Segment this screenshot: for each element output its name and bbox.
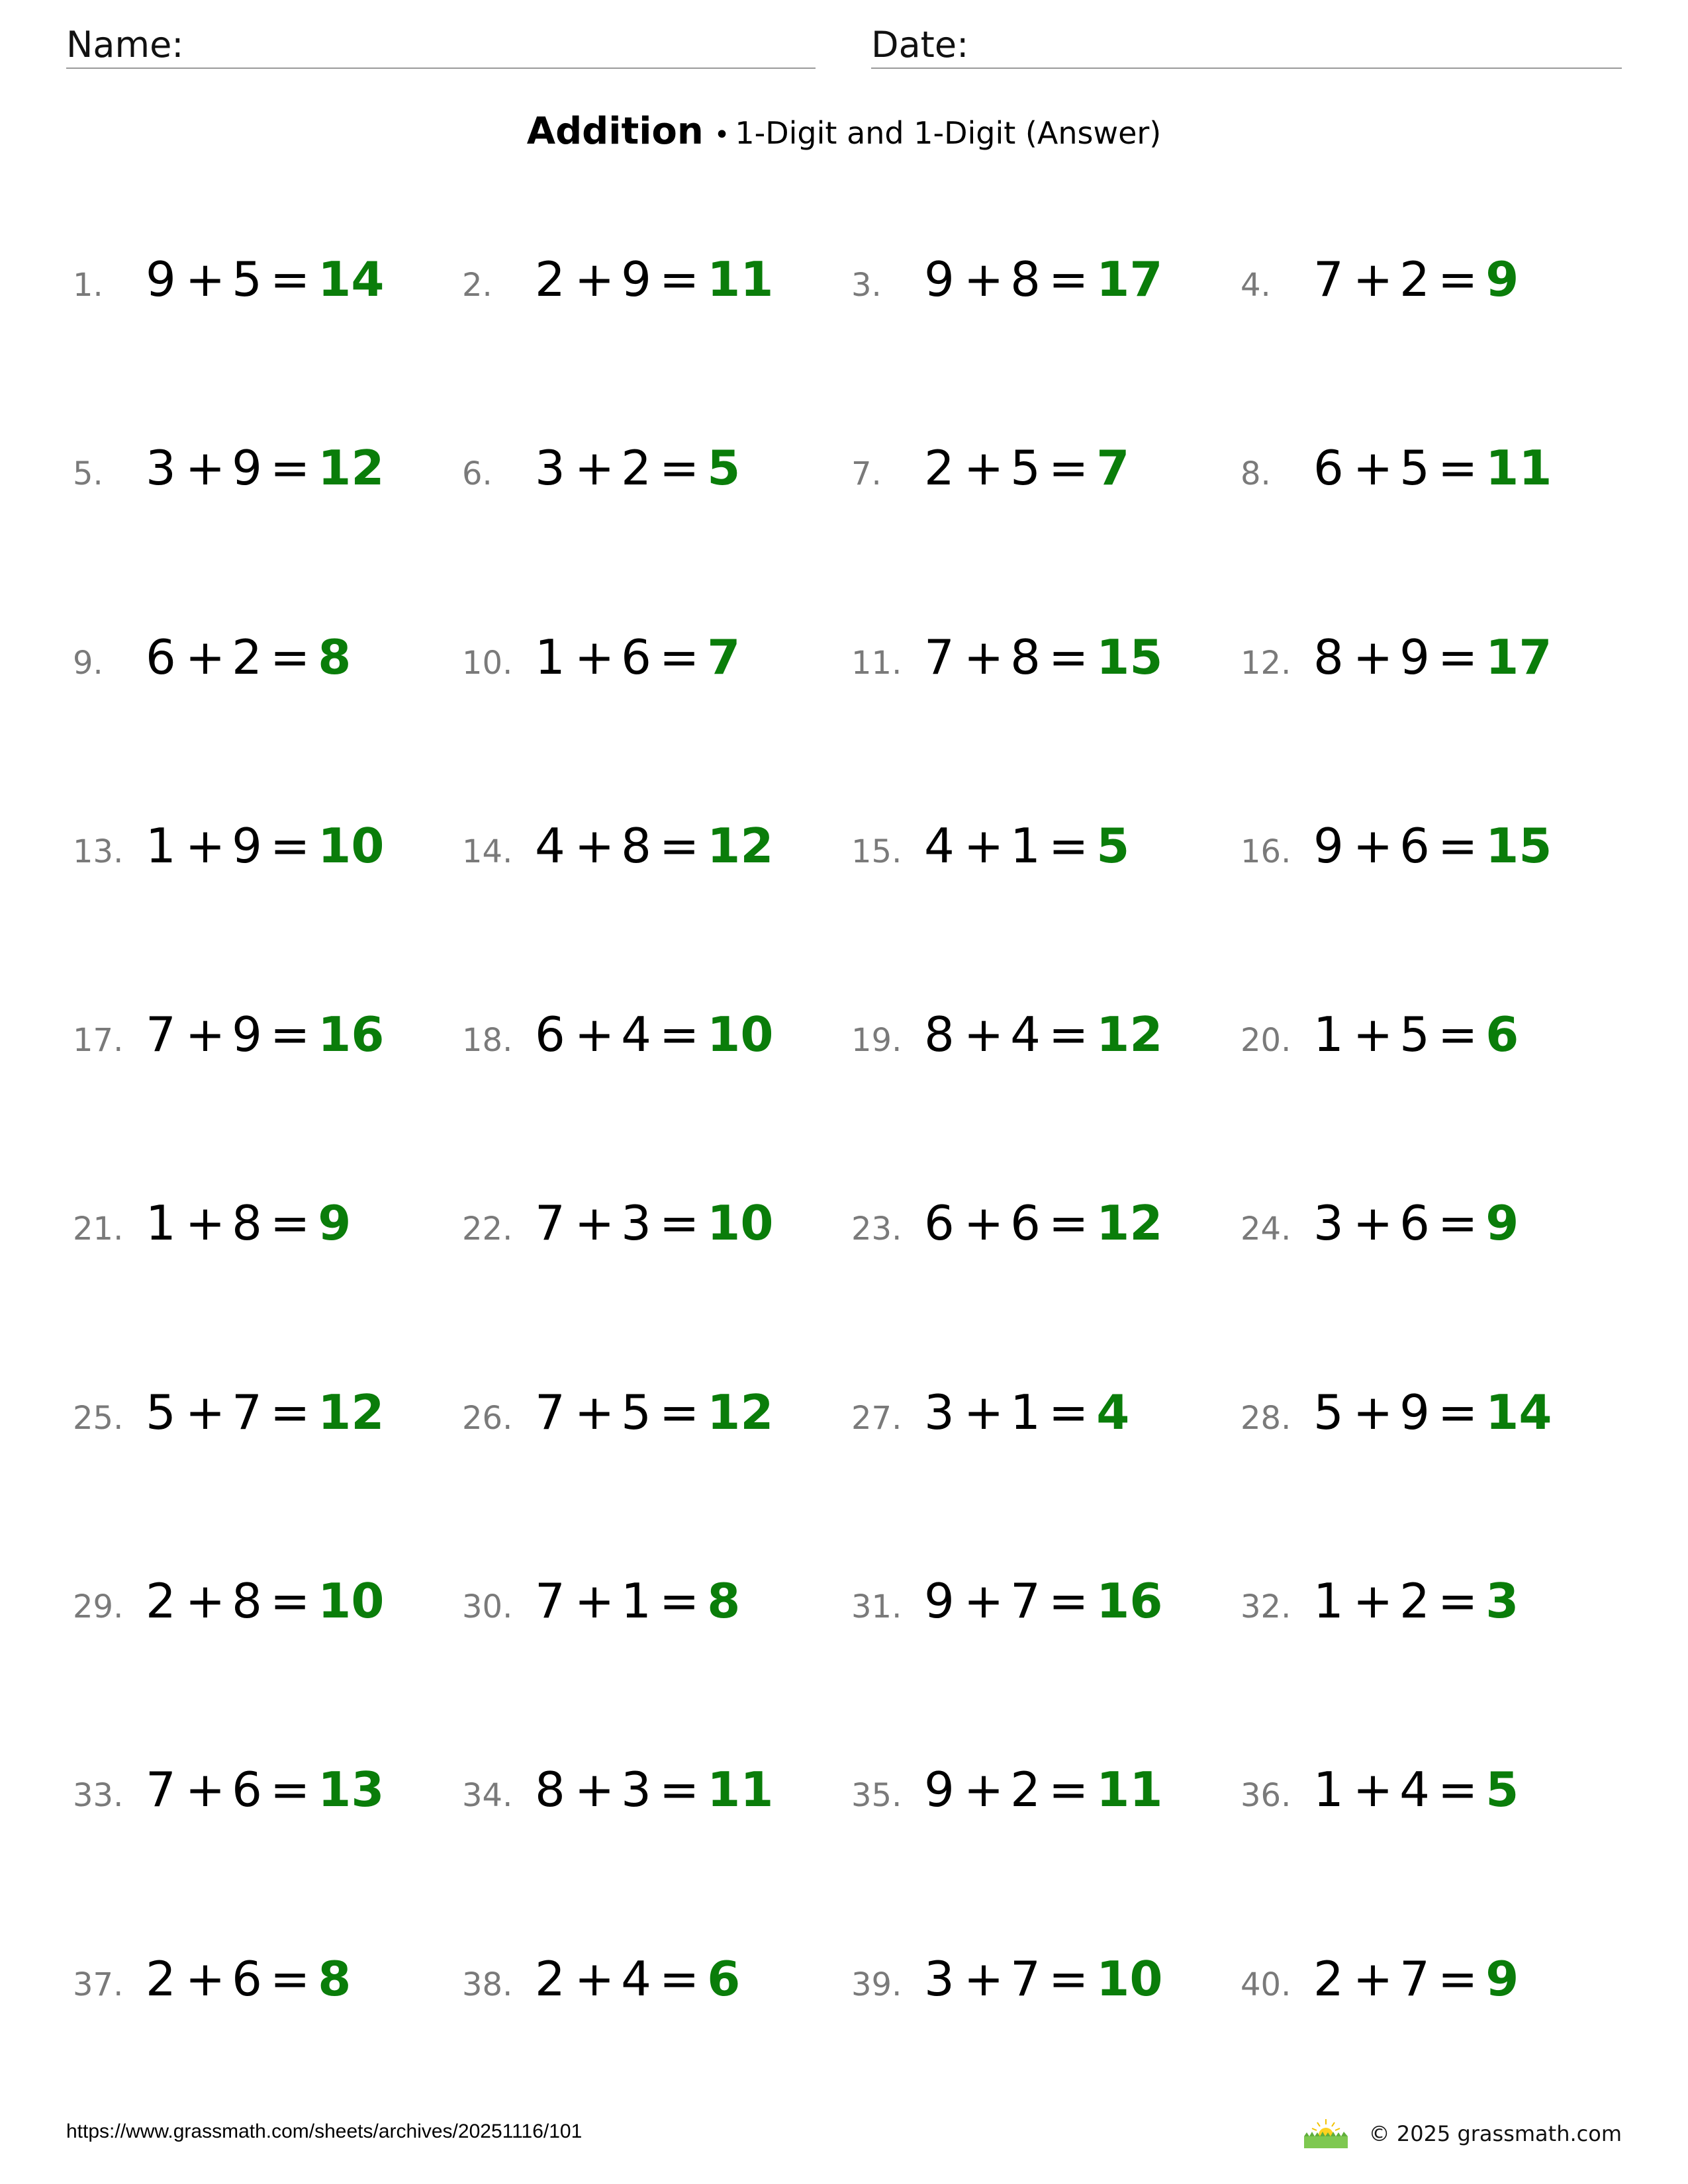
answer: 9 [1485,251,1519,307]
answer: 12 [1096,1007,1163,1063]
addend-a: 9 [924,251,955,307]
equals-sign: = [1048,1195,1089,1251]
addend-b: 7 [232,1384,262,1440]
plus-sign: + [574,1007,615,1063]
addend-a: 8 [924,1007,955,1063]
answer: 8 [707,1573,741,1629]
equals-sign: = [269,1007,310,1063]
addend-b: 9 [1399,1384,1430,1440]
addend-a: 3 [924,1950,955,2007]
equals-sign: = [1437,629,1478,685]
problem-number: 24. [1241,1210,1291,1248]
footer-copyright: © 2025 grassmath.com [1368,2121,1622,2146]
answer: 10 [707,1195,774,1251]
addend-b: 4 [621,1007,651,1063]
plus-sign: + [574,251,615,307]
problem-number: 33. [73,1777,124,1815]
answer: 11 [707,251,774,307]
addend-a: 3 [1313,1195,1344,1251]
problem-number: 30. [462,1588,513,1626]
plus-sign: + [1352,817,1393,874]
addend-b: 2 [1010,1762,1041,1818]
addend-a: 4 [924,817,955,874]
plus-sign: + [1352,440,1393,496]
answer: 5 [1485,1762,1519,1818]
plus-sign: + [1352,1007,1393,1063]
plus-sign: + [574,1384,615,1440]
problem-item [1241,1573,1630,1659]
addend-a: 9 [924,1573,955,1629]
answer: 7 [707,629,741,685]
problem-number: 6. [462,455,492,493]
answer: 16 [1096,1573,1163,1629]
addend-b: 7 [1010,1950,1041,2007]
problem-item [851,1951,1241,2037]
addend-b: 6 [232,1762,262,1818]
answer: 10 [318,1573,385,1629]
answer: 7 [1096,440,1130,496]
problem-item [462,440,851,526]
addend-b: 2 [621,440,651,496]
problem-item [1241,818,1630,904]
addend-b: 9 [1399,629,1430,685]
answer: 10 [318,817,385,874]
plus-sign: + [963,1762,1004,1818]
equals-sign: = [1437,440,1478,496]
grass-sun-logo-icon [1303,2118,1349,2150]
addend-a: 7 [146,1762,176,1818]
plus-sign: + [1352,1950,1393,2007]
problem-item [73,1007,462,1093]
plus-sign: + [963,1384,1004,1440]
equals-sign: = [1437,251,1478,307]
addend-b: 8 [232,1195,262,1251]
answer: 15 [1485,817,1552,874]
plus-sign: + [1352,251,1393,307]
addend-b: 9 [232,440,262,496]
answer: 15 [1096,629,1163,685]
problem-item [1241,1007,1630,1093]
addend-a: 2 [924,440,955,496]
plus-sign: + [185,1195,226,1251]
addend-a: 2 [146,1573,176,1629]
addend-b: 6 [1010,1195,1041,1251]
equals-sign: = [269,629,310,685]
problem-number: 8. [1241,455,1271,493]
problem-item [851,1385,1241,1471]
addend-b: 8 [232,1573,262,1629]
name-label: Name: [66,24,184,66]
problem-number: 18. [462,1022,513,1060]
problem-item [73,818,462,904]
problem-number: 17. [73,1022,124,1060]
problem-item [1241,1951,1630,2037]
problem-number: 25. [73,1399,124,1437]
plus-sign: + [1352,629,1393,685]
plus-sign: + [1352,1384,1393,1440]
problem-item [73,1195,462,1281]
answer: 12 [707,1384,774,1440]
problem-item [73,629,462,715]
plus-sign: + [963,1195,1004,1251]
equals-sign: = [269,1762,310,1818]
answer: 9 [1485,1950,1519,2007]
equals-sign: = [1048,1762,1089,1818]
answer: 17 [1096,251,1163,307]
problem-number: 4. [1241,267,1271,304]
name-field[interactable] [66,24,816,69]
problem-number: 22. [462,1210,513,1248]
equals-sign: = [1437,1573,1478,1629]
equals-sign: = [1048,1384,1089,1440]
problem-item [851,818,1241,904]
plus-sign: + [963,629,1004,685]
problem-item [1241,1385,1630,1471]
problem-number: 5. [73,455,103,493]
addend-b: 7 [1010,1573,1041,1629]
problem-number: 3. [851,267,882,304]
answer: 5 [707,440,741,496]
addend-b: 9 [621,251,651,307]
addend-b: 5 [1399,440,1430,496]
equals-sign: = [269,251,310,307]
problem-item [1241,1762,1630,1848]
answer: 9 [1485,1195,1519,1251]
addend-a: 7 [146,1007,176,1063]
problem-item [851,1573,1241,1659]
equals-sign: = [1437,1195,1478,1251]
plus-sign: + [574,1762,615,1818]
problem-item [73,1951,462,2037]
date-field[interactable] [871,24,1622,69]
answer: 6 [707,1950,741,2007]
addend-a: 2 [1313,1950,1344,2007]
equals-sign: = [269,1950,310,2007]
addend-b: 3 [621,1195,651,1251]
answer: 12 [707,817,774,874]
addend-a: 3 [146,440,176,496]
problem-item [73,251,462,338]
addend-b: 7 [1399,1950,1430,2007]
answer: 9 [318,1195,352,1251]
answer: 8 [318,629,352,685]
date-label: Date: [871,24,969,66]
problem-number: 28. [1241,1399,1291,1437]
addend-b: 4 [621,1950,651,2007]
plus-sign: + [185,629,226,685]
problem-item [462,251,851,338]
addend-b: 4 [1010,1007,1041,1063]
equals-sign: = [1437,1007,1478,1063]
problem-item [851,1762,1241,1848]
answer: 17 [1485,629,1552,685]
equals-sign: = [659,629,700,685]
problem-number: 19. [851,1022,902,1060]
plus-sign: + [963,817,1004,874]
equals-sign: = [1048,1573,1089,1629]
addend-b: 5 [1399,1007,1430,1063]
problem-number: 21. [73,1210,124,1248]
equals-sign: = [659,1195,700,1251]
plus-sign: + [185,251,226,307]
problem-grid [73,251,1635,2140]
equals-sign: = [269,817,310,874]
problem-number: 40. [1241,1966,1291,2003]
addend-a: 7 [1313,251,1344,307]
addend-b: 4 [1399,1762,1430,1818]
equals-sign: = [269,1573,310,1629]
equals-sign: = [659,440,700,496]
problem-item [1241,251,1630,338]
problem-number: 37. [73,1966,124,2003]
equals-sign: = [1437,1762,1478,1818]
equals-sign: = [269,1195,310,1251]
problem-number: 31. [851,1588,902,1626]
addend-b: 1 [1010,1384,1041,1440]
addend-a: 1 [146,1195,176,1251]
addend-b: 5 [1010,440,1041,496]
addend-b: 2 [1399,1573,1430,1629]
problem-item [73,1762,462,1848]
answer: 13 [318,1762,385,1818]
addend-a: 6 [535,1007,565,1063]
equals-sign: = [1048,1950,1089,2007]
problem-number: 20. [1241,1022,1291,1060]
equals-sign: = [1048,629,1089,685]
addend-b: 9 [232,817,262,874]
addend-a: 8 [535,1762,565,1818]
addend-b: 8 [621,817,651,874]
plus-sign: + [185,817,226,874]
problem-item [462,629,851,715]
answer: 12 [318,440,385,496]
problem-item [462,1195,851,1281]
addend-a: 4 [535,817,565,874]
title-main: Addition [526,110,704,153]
equals-sign: = [659,1007,700,1063]
equals-sign: = [1048,440,1089,496]
problem-number: 10. [462,644,513,682]
plus-sign: + [185,1762,226,1818]
addend-a: 7 [535,1384,565,1440]
addend-b: 1 [1010,817,1041,874]
plus-sign: + [574,440,615,496]
problem-item [1241,1195,1630,1281]
plus-sign: + [185,1007,226,1063]
answer: 10 [1096,1950,1163,2007]
answer: 11 [1485,440,1552,496]
plus-sign: + [574,1950,615,2007]
problem-number: 12. [1241,644,1291,682]
addend-b: 2 [1399,251,1430,307]
addend-a: 9 [1313,817,1344,874]
problem-number: 11. [851,644,902,682]
addend-a: 3 [535,440,565,496]
problem-item [462,1385,851,1471]
equals-sign: = [659,251,700,307]
problem-number: 35. [851,1777,902,1815]
equals-sign: = [1437,1950,1478,2007]
addend-a: 1 [1313,1762,1344,1818]
answer: 12 [1096,1195,1163,1251]
plus-sign: + [963,1950,1004,2007]
addend-a: 8 [1313,629,1344,685]
answer: 4 [1096,1384,1130,1440]
answer: 10 [707,1007,774,1063]
problem-item [73,440,462,526]
problem-item [462,818,851,904]
title-separator: • [714,120,730,150]
worksheet-title [0,109,1688,163]
problem-number: 26. [462,1399,513,1437]
equals-sign: = [659,1762,700,1818]
plus-sign: + [963,251,1004,307]
problem-item [851,629,1241,715]
problem-item [462,1007,851,1093]
plus-sign: + [185,1384,226,1440]
addend-a: 9 [146,251,176,307]
problem-number: 34. [462,1777,513,1815]
addend-a: 3 [924,1384,955,1440]
plus-sign: + [574,629,615,685]
equals-sign: = [659,817,700,874]
plus-sign: + [963,1007,1004,1063]
problem-item [851,1195,1241,1281]
plus-sign: + [185,1573,226,1629]
addend-a: 5 [1313,1384,1344,1440]
problem-number: 16. [1241,833,1291,870]
problem-number: 23. [851,1210,902,1248]
footer-copyright-block [1303,2118,1622,2150]
problem-item [462,1573,851,1659]
problem-number: 2. [462,267,492,304]
addend-b: 2 [232,629,262,685]
answer: 8 [318,1950,352,2007]
answer: 14 [1485,1384,1552,1440]
addend-a: 6 [146,629,176,685]
addend-a: 1 [146,817,176,874]
plus-sign: + [1352,1762,1393,1818]
answer: 14 [318,251,385,307]
addend-b: 6 [1399,817,1430,874]
addend-a: 7 [535,1195,565,1251]
plus-sign: + [1352,1195,1393,1251]
addend-b: 9 [232,1007,262,1063]
problem-number: 32. [1241,1588,1291,1626]
problem-item [851,251,1241,338]
addend-a: 6 [1313,440,1344,496]
addend-a: 7 [924,629,955,685]
problem-item [851,1007,1241,1093]
addend-a: 9 [924,1762,955,1818]
problem-item [462,1762,851,1848]
footer-url[interactable]: https://www.grassmath.com/sheets/archives/20251116/101 [66,2120,583,2142]
problem-item [851,440,1241,526]
equals-sign: = [269,1384,310,1440]
addend-a: 1 [1313,1573,1344,1629]
answer: 3 [1485,1573,1519,1629]
equals-sign: = [659,1573,700,1629]
problem-number: 38. [462,1966,513,2003]
problem-number: 39. [851,1966,902,2003]
problem-number: 27. [851,1399,902,1437]
problem-number: 15. [851,833,902,870]
equals-sign: = [1437,817,1478,874]
addend-a: 7 [535,1573,565,1629]
plus-sign: + [963,440,1004,496]
problem-number: 14. [462,833,513,870]
equals-sign: = [269,440,310,496]
addend-b: 6 [232,1950,262,2007]
plus-sign: + [574,1573,615,1629]
plus-sign: + [963,1573,1004,1629]
problem-item [73,1385,462,1471]
answer: 12 [318,1384,385,1440]
problem-number: 36. [1241,1777,1291,1815]
addend-b: 3 [621,1762,651,1818]
problem-number: 1. [73,267,103,304]
addend-b: 1 [621,1573,651,1629]
equals-sign: = [1437,1384,1478,1440]
problem-number: 13. [73,833,124,870]
problem-number: 7. [851,455,882,493]
plus-sign: + [1352,1573,1393,1629]
addend-a: 5 [146,1384,176,1440]
problem-item [1241,440,1630,526]
plus-sign: + [185,1950,226,2007]
addend-a: 6 [924,1195,955,1251]
problem-item [73,1573,462,1659]
problem-item [1241,629,1630,715]
addend-a: 2 [146,1950,176,2007]
answer: 5 [1096,817,1130,874]
addend-a: 2 [535,1950,565,2007]
problem-number: 9. [73,644,103,682]
equals-sign: = [1048,1007,1089,1063]
problem-item [462,1951,851,2037]
addend-b: 6 [1399,1195,1430,1251]
addend-b: 5 [232,251,262,307]
addend-b: 5 [621,1384,651,1440]
plus-sign: + [574,817,615,874]
addend-b: 8 [1010,251,1041,307]
equals-sign: = [659,1950,700,2007]
answer: 11 [1096,1762,1163,1818]
addend-b: 8 [1010,629,1041,685]
plus-sign: + [185,440,226,496]
addend-a: 2 [535,251,565,307]
answer: 6 [1485,1007,1519,1063]
answer: 16 [318,1007,385,1063]
equals-sign: = [1048,251,1089,307]
addend-a: 1 [535,629,565,685]
problem-number: 29. [73,1588,124,1626]
addend-a: 1 [1313,1007,1344,1063]
answer: 11 [707,1762,774,1818]
equals-sign: = [1048,817,1089,874]
addend-b: 6 [621,629,651,685]
plus-sign: + [574,1195,615,1251]
equals-sign: = [659,1384,700,1440]
title-subtitle: 1-Digit and 1-Digit (Answer) [735,115,1162,151]
